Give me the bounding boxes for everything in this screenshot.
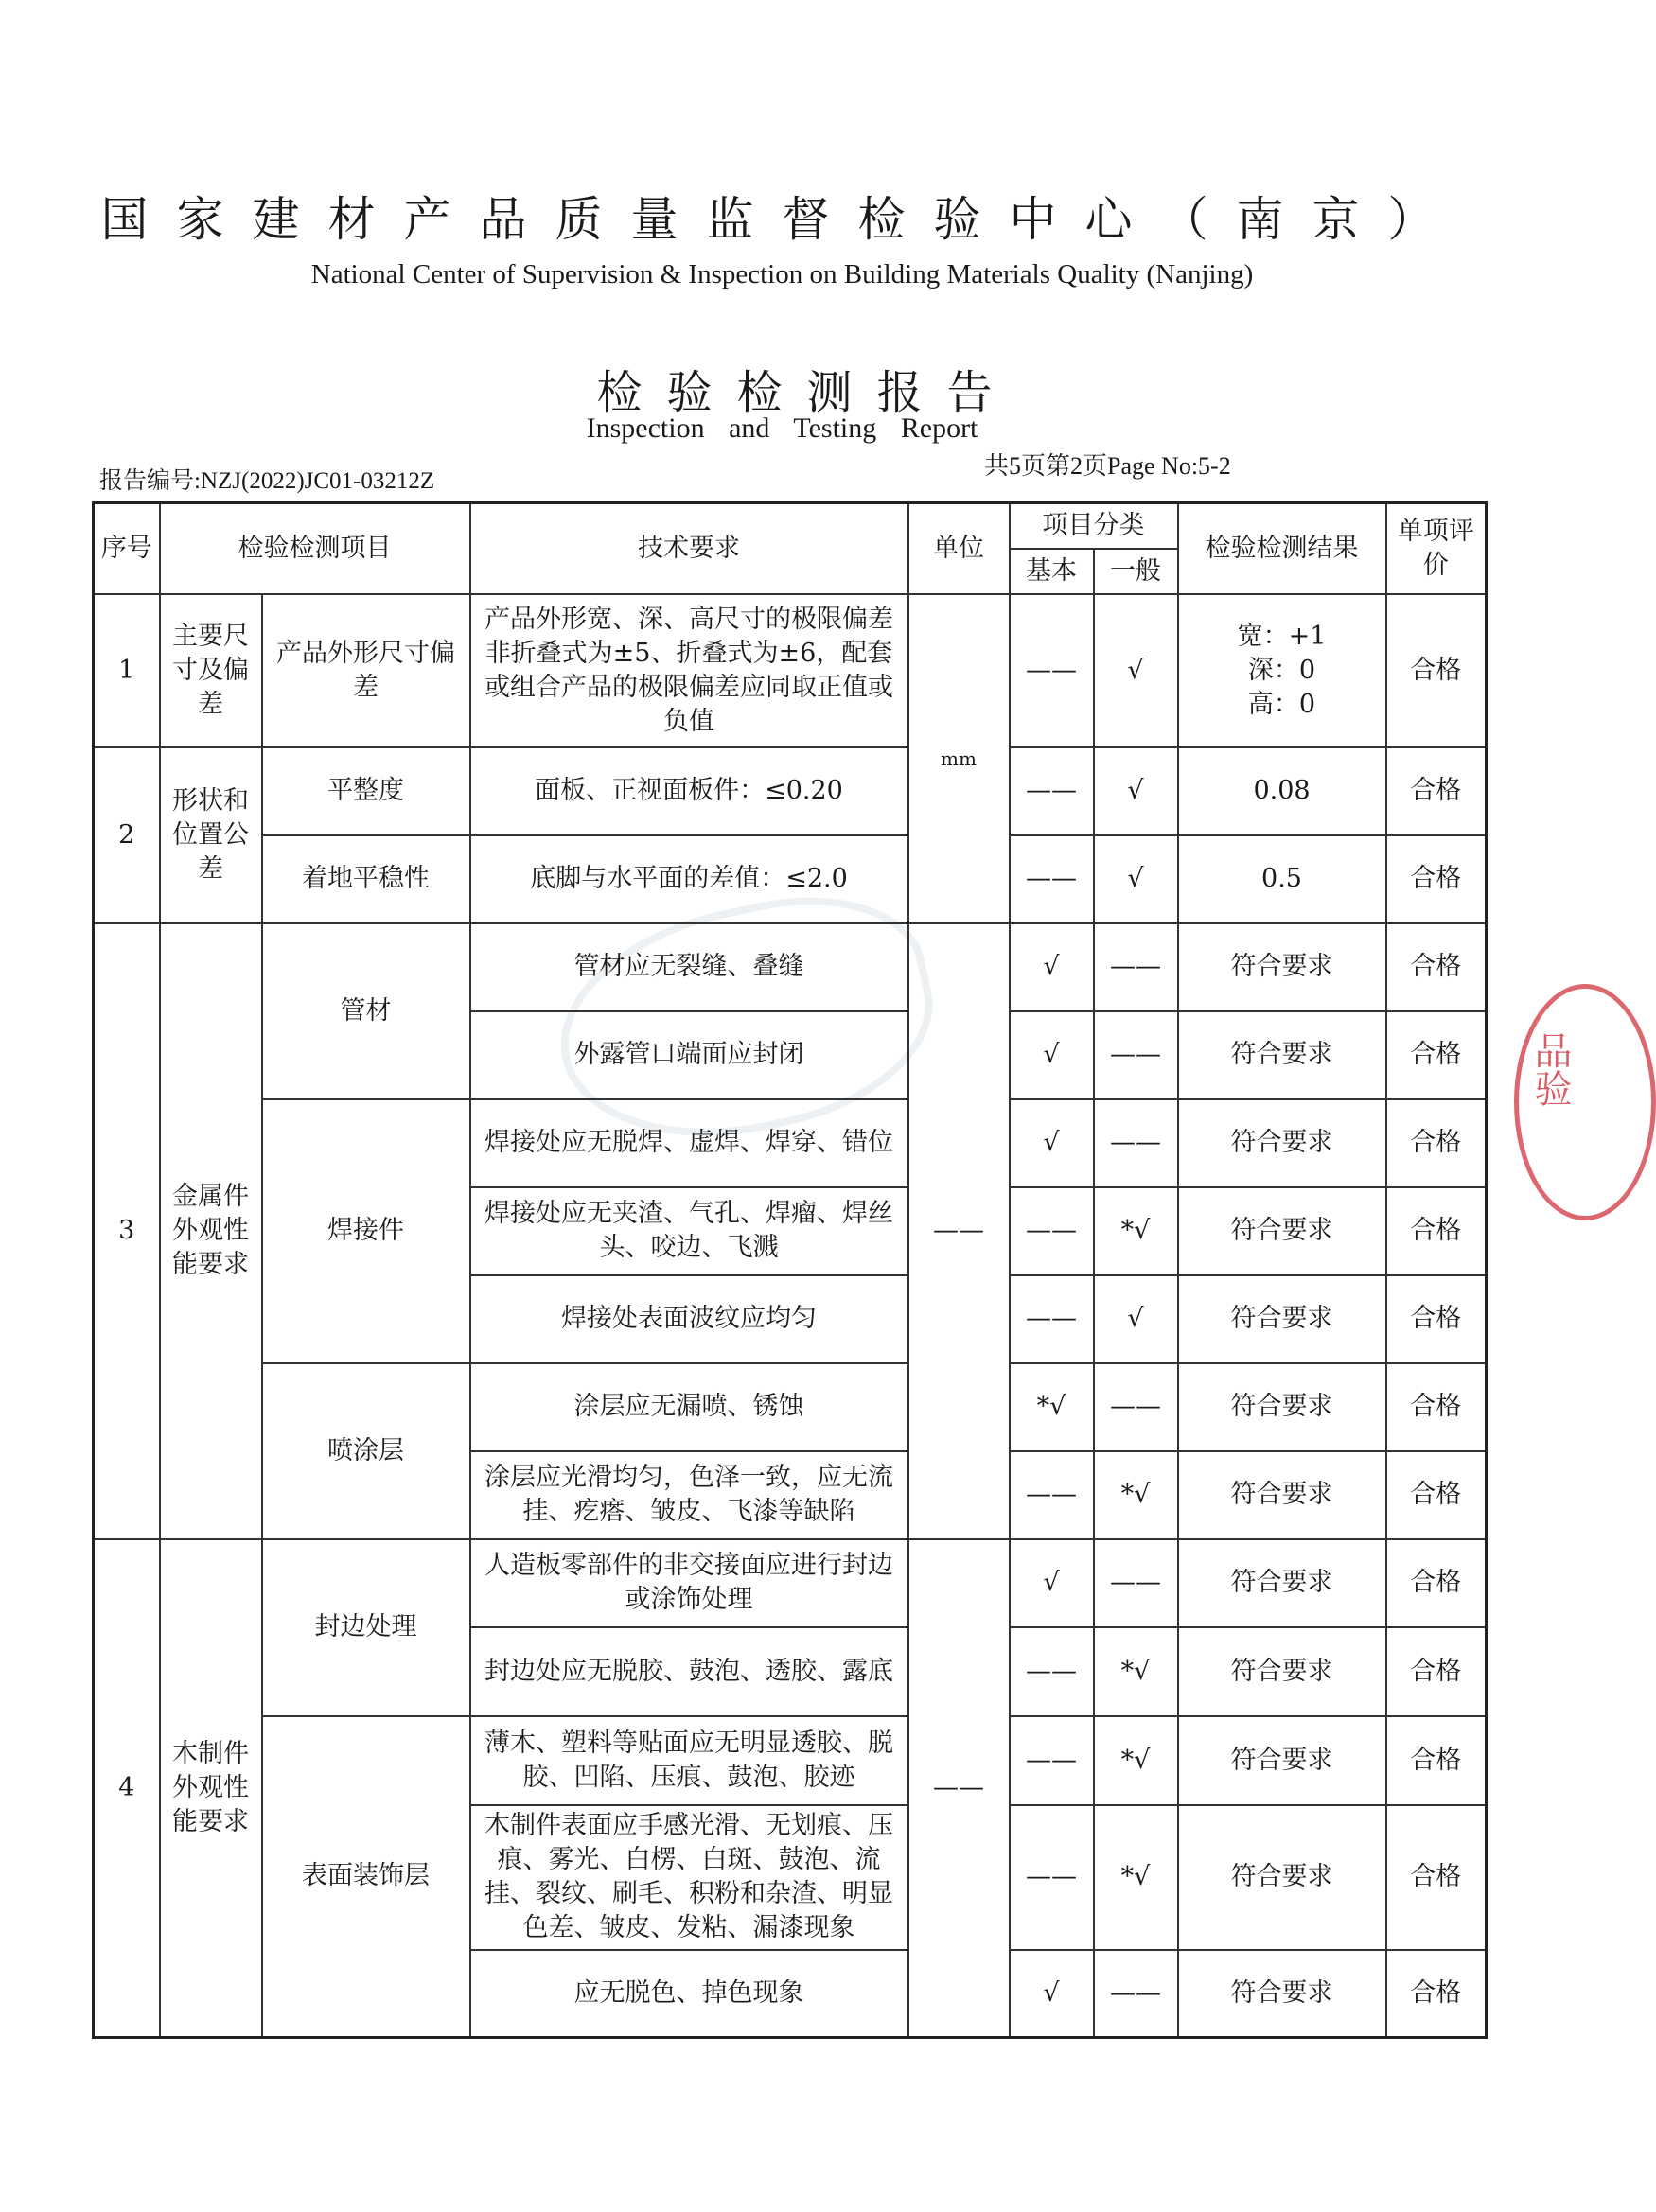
basic-cell: √ [1010, 1950, 1094, 2038]
table-row [94, 835, 1487, 923]
result-cell: 符合要求 [1178, 1451, 1386, 1539]
general-cell: *√ [1094, 1805, 1178, 1950]
evaluation-cell: 合格 [1386, 747, 1487, 835]
inspection-table [92, 501, 1488, 2039]
basic-cell: —— [1010, 1275, 1094, 1363]
requirement-cell: 管材应无裂缝、叠缝 [470, 923, 908, 1011]
report-title-cn: 检验检测报告 [596, 366, 1017, 419]
basic-cell: —— [1010, 1187, 1094, 1275]
evaluation-cell: 合格 [1386, 1451, 1487, 1539]
result-width: 宽：+1 [1237, 621, 1327, 651]
requirement-cell: 外露管口端面应封闭 [470, 1011, 908, 1099]
item-main: 木制件外观性能要求 [160, 1539, 262, 2038]
general-cell: —— [1094, 923, 1178, 1011]
result-cell: 符合要求 [1178, 923, 1386, 1011]
header-unit: 单位 [908, 503, 1010, 594]
evaluation-cell: 合格 [1386, 835, 1487, 923]
evaluation-cell: 合格 [1386, 923, 1487, 1011]
item-sub: 焊接件 [262, 1099, 470, 1363]
item-main: 金属件外观性能要求 [160, 923, 262, 1539]
result-cell: 符合要求 [1178, 1187, 1386, 1275]
unit-cell: —— [908, 1539, 1010, 2038]
evaluation-cell: 合格 [1386, 1950, 1487, 2038]
evaluation-cell: 合格 [1386, 1011, 1487, 1099]
evaluation-cell: 合格 [1386, 1187, 1487, 1275]
general-cell: *√ [1094, 1451, 1178, 1539]
seq-cell: 2 [94, 747, 160, 923]
basic-cell: —— [1010, 1716, 1094, 1805]
evaluation-cell: 合格 [1386, 1805, 1487, 1950]
seq-cell: 1 [94, 594, 160, 747]
basic-cell: √ [1010, 1099, 1094, 1187]
result-cell: 符合要求 [1178, 1539, 1386, 1627]
item-sub: 管材 [262, 923, 470, 1099]
result-cell: 0.08 [1178, 747, 1386, 835]
basic-cell: √ [1010, 923, 1094, 1011]
general-cell: √ [1094, 1275, 1178, 1363]
result-cell [1178, 594, 1386, 747]
result-cell: 0.5 [1178, 835, 1386, 923]
red-seal-text: 品验 [1528, 1031, 1572, 1107]
basic-cell: √ [1010, 1539, 1094, 1627]
header-basic: 基本 [1010, 549, 1094, 594]
seq-cell: 3 [94, 923, 160, 1539]
header-general: 一般 [1094, 549, 1178, 594]
evaluation-cell: 合格 [1386, 1716, 1487, 1805]
table-row [94, 1716, 1487, 1805]
basic-cell: √ [1010, 1011, 1094, 1099]
general-cell: √ [1094, 594, 1178, 747]
requirement-cell: 面板、正视面板件：≤0.20 [470, 747, 908, 835]
requirement-cell: 薄木、塑料等贴面应无明显透胶、脱胶、凹陷、压痕、鼓泡、胶迹 [470, 1716, 908, 1805]
seq-cell: 4 [94, 1539, 160, 2038]
general-cell: —— [1094, 1950, 1178, 2038]
result-cell: 符合要求 [1178, 1275, 1386, 1363]
table-row [94, 1539, 1487, 1627]
result-cell: 符合要求 [1178, 1011, 1386, 1099]
requirement-cell: 木制件表面应手感光滑、无划痕、压痕、雾光、白楞、白斑、鼓泡、流挂、裂纹、刷毛、积粉和杂渣、明显色差、皱皮、发粘、漏漆现象 [470, 1805, 908, 1950]
evaluation-cell: 合格 [1386, 1275, 1487, 1363]
result-cell: 符合要求 [1178, 1627, 1386, 1716]
general-cell: —— [1094, 1099, 1178, 1187]
table-row [94, 1099, 1487, 1187]
table-row [94, 1363, 1487, 1451]
result-cell: 符合要求 [1178, 1805, 1386, 1950]
requirement-cell: 封边处应无脱胶、鼓泡、透胶、露底 [470, 1627, 908, 1716]
result-cell: 符合要求 [1178, 1716, 1386, 1805]
basic-cell: *√ [1010, 1363, 1094, 1451]
item-main: 形状和位置公差 [160, 747, 262, 923]
header-seq: 序号 [94, 503, 160, 594]
general-cell: *√ [1094, 1187, 1178, 1275]
unit-cell: mm [908, 594, 1010, 923]
general-cell: —— [1094, 1011, 1178, 1099]
item-sub: 平整度 [262, 747, 470, 835]
requirement-cell: 底脚与水平面的差值：≤2.0 [470, 835, 908, 923]
page-info: 共5页第2页Page No:5-2 [984, 452, 1231, 480]
table-row [94, 594, 1487, 747]
header-category: 项目分类 [1010, 503, 1178, 549]
basic-cell: —— [1010, 594, 1094, 747]
header-item: 检验检测项目 [160, 503, 470, 594]
basic-cell: —— [1010, 747, 1094, 835]
requirement-cell: 焊接处表面波纹应均匀 [470, 1275, 908, 1363]
table-row [94, 747, 1487, 835]
general-cell: *√ [1094, 1716, 1178, 1805]
report-number: 报告编号:NZJ(2022)JC01-03212Z [99, 468, 435, 494]
basic-cell: —— [1010, 1451, 1094, 1539]
requirement-cell: 涂层应光滑均匀，色泽一致，应无流挂、疙瘩、皱皮、飞漆等缺陷 [470, 1451, 908, 1539]
result-cell: 符合要求 [1178, 1363, 1386, 1451]
header-evaluation: 单项评价 [1386, 503, 1487, 594]
basic-cell: —— [1010, 1627, 1094, 1716]
result-depth: 深：0 [1247, 655, 1316, 685]
requirement-cell: 应无脱色、掉色现象 [470, 1950, 908, 2038]
evaluation-cell: 合格 [1386, 1099, 1487, 1187]
requirement-cell: 焊接处应无脱焊、虚焊、焊穿、错位 [470, 1099, 908, 1187]
general-cell: —— [1094, 1539, 1178, 1627]
requirement-cell: 涂层应无漏喷、锈蚀 [470, 1363, 908, 1451]
requirement-cell: 焊接处应无夹渣、气孔、焊瘤、焊丝头、咬边、飞溅 [470, 1187, 908, 1275]
general-cell: —— [1094, 1363, 1178, 1451]
basic-cell: —— [1010, 835, 1094, 923]
org-name-en: National Center of Supervision & Inspection on Building Materials Quality (Nanjing) [310, 259, 1254, 290]
header-row [94, 503, 1487, 549]
evaluation-cell: 合格 [1386, 1363, 1487, 1451]
requirement-cell: 人造板零部件的非交接面应进行封边或涂饰处理 [470, 1539, 908, 1627]
result-height: 高：0 [1247, 689, 1316, 719]
general-cell: *√ [1094, 1627, 1178, 1716]
unit-cell: —— [908, 923, 1010, 1539]
item-sub: 着地平稳性 [262, 835, 470, 923]
result-cell: 符合要求 [1178, 1950, 1386, 2038]
table-row [94, 923, 1487, 1011]
evaluation-cell: 合格 [1386, 594, 1487, 747]
item-sub: 表面装饰层 [262, 1716, 470, 2038]
header-requirement: 技术要求 [470, 503, 908, 594]
item-main: 主要尺寸及偏差 [160, 594, 262, 747]
general-cell: √ [1094, 835, 1178, 923]
header-result: 检验检测结果 [1178, 503, 1386, 594]
evaluation-cell: 合格 [1386, 1539, 1487, 1627]
item-sub: 产品外形尺寸偏差 [262, 594, 470, 747]
result-cell: 符合要求 [1178, 1099, 1386, 1187]
basic-cell: —— [1010, 1805, 1094, 1950]
org-name-cn: 国家建材产品质量监督检验中心（南京） [100, 192, 1464, 247]
evaluation-cell: 合格 [1386, 1627, 1487, 1716]
requirement-cell: 产品外形宽、深、高尺寸的极限偏差非折叠式为±5、折叠式为±6，配套或组合产品的极限偏差应同取正值或负值 [470, 594, 908, 747]
report-title-en: Inspection and Testing Report [586, 413, 978, 444]
item-sub: 喷涂层 [262, 1363, 470, 1539]
item-sub: 封边处理 [262, 1539, 470, 1716]
general-cell: √ [1094, 747, 1178, 835]
